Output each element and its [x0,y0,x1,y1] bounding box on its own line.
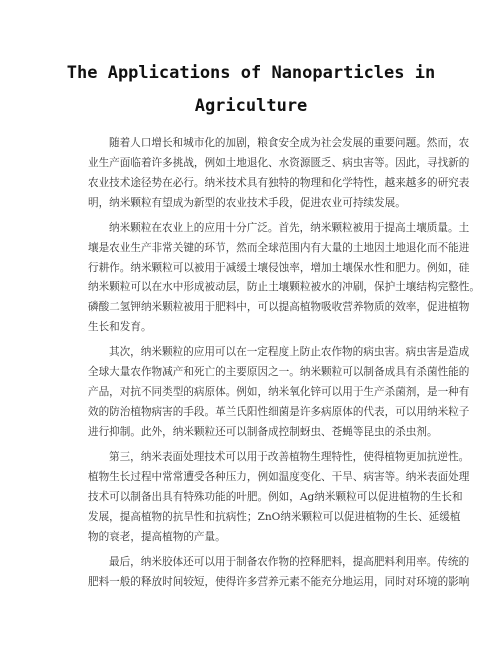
body-line: 随着人口增长和城市化的加剧，粮食安全成为社会发展的重要问题。然而，农 [109,137,470,149]
document-title-line-1: The Applications of Nanoparticles in [66,63,436,83]
body-line: 物的衰老，提高植物的产量。 [88,531,226,543]
body-line: 肥料一般的释放时间较短，使得许多营养元素不能充分地运用，同时对环境的影响 [88,576,470,588]
body-line: 发展，提高植物的抗旱性和抗病性；ZnO纳米颗粒可以促进植物的生长、延缓植 [88,511,461,523]
body-line: 生长和发育。 [88,321,152,333]
body-line: 明，纳米颗粒有望成为新型的农业技术手段，促进农业可持续发展。 [88,197,406,209]
body-line: 磷酸二氢钾纳米颗粒被用于肥料中，可以提高植物吸收营养物质的效率，促进植物 [88,301,470,313]
body-line: 业生产面临着许多挑战，例如土地退化、水资源匮乏、病虫害等。因此，寻找新的 [88,157,470,169]
body-line: 纳米颗粒在农业上的应用十分广泛。首先，纳米颗粒被用于提高土壤质量。土 [109,222,470,234]
body-line: 壤是农业生产非常关键的环节，然而全球范围内有大量的土地因土地退化而不能进 [88,242,470,254]
body-line: 其次，纳米颗粒的应用可以在一定程度上防止农作物的病虫害。病虫害是造成 [109,346,470,358]
body-line: 植物生长过程中常常遭受各种压力，例如温度变化、干旱、病害等。纳米表面处理 [88,471,470,483]
body-line: 第三，纳米表面处理技术可以用于改善植物生理特性，使得植物更加抗逆性。 [109,451,470,463]
body-line: 技术可以制备出具有特殊功能的叶肥。例如，Ag纳米颗粒可以促进植物的生长和 [88,491,463,503]
body-line: 产品，对抗不同类型的病原体。例如，纳米氧化锌可以用于生产杀菌剂，是一种有 [88,386,470,398]
body-line: 全球大量农作物减产和死亡的主要原因之一。纳米颗粒可以制备成具有杀菌性能的 [88,366,470,378]
body-line: 最后，纳米胶体还可以用于制备农作物的控释肥料，提高肥料利用率。传统的 [109,556,470,568]
body-line: 农业技术途径势在必行。纳米技术具有独特的物理和化学特性，越来越多的研究表 [88,177,470,189]
body-line: 纳米颗粒可以在水中形成被动层，防止土壤颗粒被水的冲刷，保护土壤结构完整性。 [88,281,480,293]
body-line: 效的防治植物病害的手段。革兰氏阳性细菌是许多病原体的代表，可以用纳米粒子 [88,406,470,418]
document-title-line-2: Agriculture [194,96,308,116]
body-line: 进行抑制。此外，纳米颗粒还可以制备成控制蚜虫、苍蝇等昆虫的杀虫剂。 [88,426,438,438]
body-line: 行耕作。纳米颗粒可以被用于减缓土壤侵蚀率，增加土壤保水性和肥力。例如，硅 [88,262,470,274]
